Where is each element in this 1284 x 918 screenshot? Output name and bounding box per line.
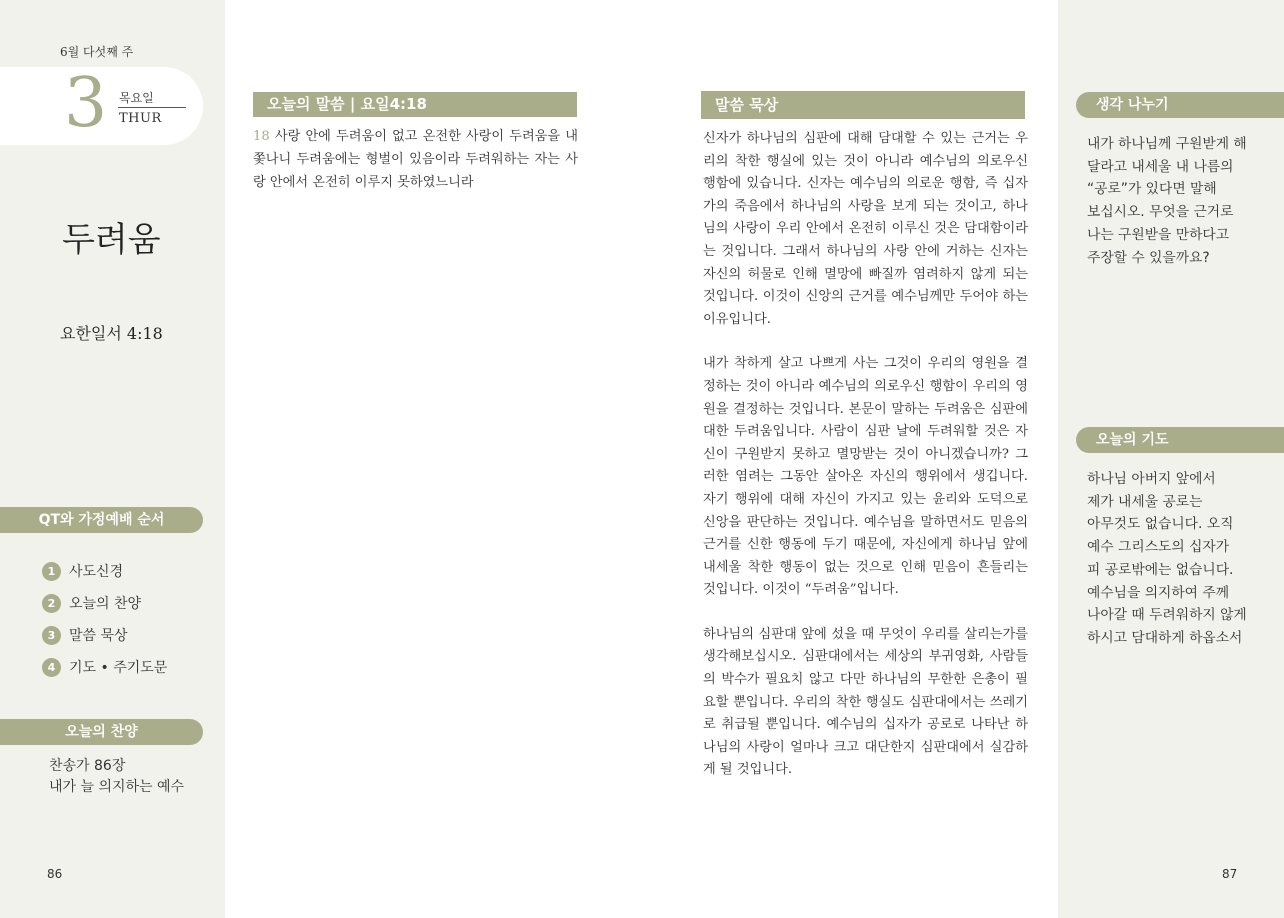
- week-label: 6월 다섯째 주: [60, 45, 134, 59]
- list-item-label: 기도 • 주기도문: [69, 660, 168, 676]
- meditation-paragraph: 하나님의 심판대 앞에 섰을 때 무엇이 우리를 살리는가를 생각해보십시오. 심판대에서는 세상의 부귀영화, 사람들의 박수가 필요치 않고 다만 하나님의 무한한 은총이 필요할 뿐입니다. 우리의 착한 행실도 심판대에서는 쓰레기로 취급될 뿐입니다. 예수님의 십자가 공로로 나타난 하나님의 사랑이 얼마나 크고 대단한지 심판대에서 실감하게 될 것입니다.: [703, 626, 1028, 778]
- scripture-heading: 오늘의 말씀 | 요일4:18: [253, 92, 577, 117]
- order-heading: QT와 가정예배 순서: [0, 507, 203, 533]
- number-badge: 1: [42, 562, 61, 581]
- meditation-paragraph: 신자가 하나님의 심판에 대해 담대할 수 있는 근거는 우리의 착한 행실에 있는 것이 아니라 예수님의 의로우신 행함에 있습니다. 신자는 예수님의 의로운 행함, 즉 십자가의 죽음에서 하나님의 사랑을 보게 되는 것이고, 하나님의 사랑이 우리 안에서 온전히 이루신 것은 담대함이라는 것입니다. 그래서 하나님의 사랑 안에 거하는 신자는 자신의 허물로 인해 멸망에 빠질까 염려하지 않게 되는 것입니다. 이것이 신앙의 근거를 예수님께만 두어야 하는 이유입니다.: [703, 131, 1028, 327]
- day-korean: 목요일: [119, 91, 154, 105]
- hymn-heading: 오늘의 찬양: [0, 719, 203, 745]
- scripture-reference: 요한일서 4:18: [60, 324, 163, 343]
- share-text: 내가 하나님께 구원받게 해 달라고 내세울 내 나름의 “공로”가 있다면 말해 보십시오. 무엇을 근거로 나는 구원받을 만하다고 주장할 수 있을까요?: [1087, 136, 1247, 266]
- list-item: [42, 587, 167, 619]
- hymn-title: 내가 늘 의지하는 예수: [49, 779, 185, 795]
- page-number-right: 87: [1222, 867, 1238, 881]
- day-english: THUR: [119, 111, 162, 126]
- day-divider: [118, 107, 186, 108]
- list-item-label: 말씀 묵상: [69, 628, 128, 644]
- hymn-info: [49, 756, 184, 798]
- meditation-paragraph: 내가 착하게 살고 나쁘게 사는 그것이 우리의 영원을 결정하는 것이 아니라 예수님의 의로우신 행함이 우리의 영원을 결정하는 것입니다. 본문이 말하는 두려움은 심판에 대한 두려움입니다. 사람이 심판 날에 두려워할 것은 자신이 구원받지 못하고 멸망받는 것이 아니겠습니까? 그러한 염려는 그동안 살아온 자신의 행위에서 생깁니다. 자기 행위에 대해 자신이 가지고 있는 윤리와 도덕으로 신앙을 판단하는 것입니다. 예수님을 말하면서도 믿음의 근거를 신한 행동에 두기 때문에, 자신에게 하나님 앞에 내세울 착한 행동이 없는 것으로 인해 믿음이 흔들리는 것입니다. 이것이 “두려움”입니다.: [703, 356, 1028, 598]
- meditation-body: [703, 128, 1028, 804]
- list-item-label: 사도신경: [69, 564, 124, 580]
- verse-text-block: [253, 125, 578, 194]
- page-title: 두려움: [62, 220, 161, 260]
- order-list: [42, 555, 167, 683]
- prayer-heading: 오늘의 기도: [1076, 427, 1284, 453]
- meditation-heading: 말씀 묵상: [701, 91, 1025, 119]
- number-badge: 4: [42, 658, 61, 677]
- verse-number: 18: [253, 129, 270, 144]
- list-item: [42, 619, 167, 651]
- day-number: 3: [64, 64, 108, 143]
- list-item-label: 오늘의 찬양: [69, 596, 142, 612]
- share-heading: 생각 나누기: [1076, 92, 1284, 118]
- number-badge: 2: [42, 594, 61, 613]
- hymn-number: 찬송가 86장: [49, 758, 126, 774]
- page-number-left: 86: [47, 867, 63, 881]
- list-item: [42, 555, 167, 587]
- number-badge: 3: [42, 626, 61, 645]
- list-item: [42, 651, 167, 683]
- verse-text: 사랑 안에 두려움이 없고 온전한 사랑이 두려움을 내쫓나니 두려움에는 형벌이 있음이라 두려워하는 자는 사랑 안에서 온전히 이루지 못하였느니라: [253, 129, 578, 190]
- prayer-text: 하나님 아버지 앞에서 제가 내세울 공로는 아무것도 없습니다. 오직 예수 그리스도의 십자가 피 공로밖에는 없습니다. 예수님을 의지하여 주께 나아갈 때 두려워하지 않게 하시고 담대하게 하옵소서: [1087, 471, 1247, 646]
